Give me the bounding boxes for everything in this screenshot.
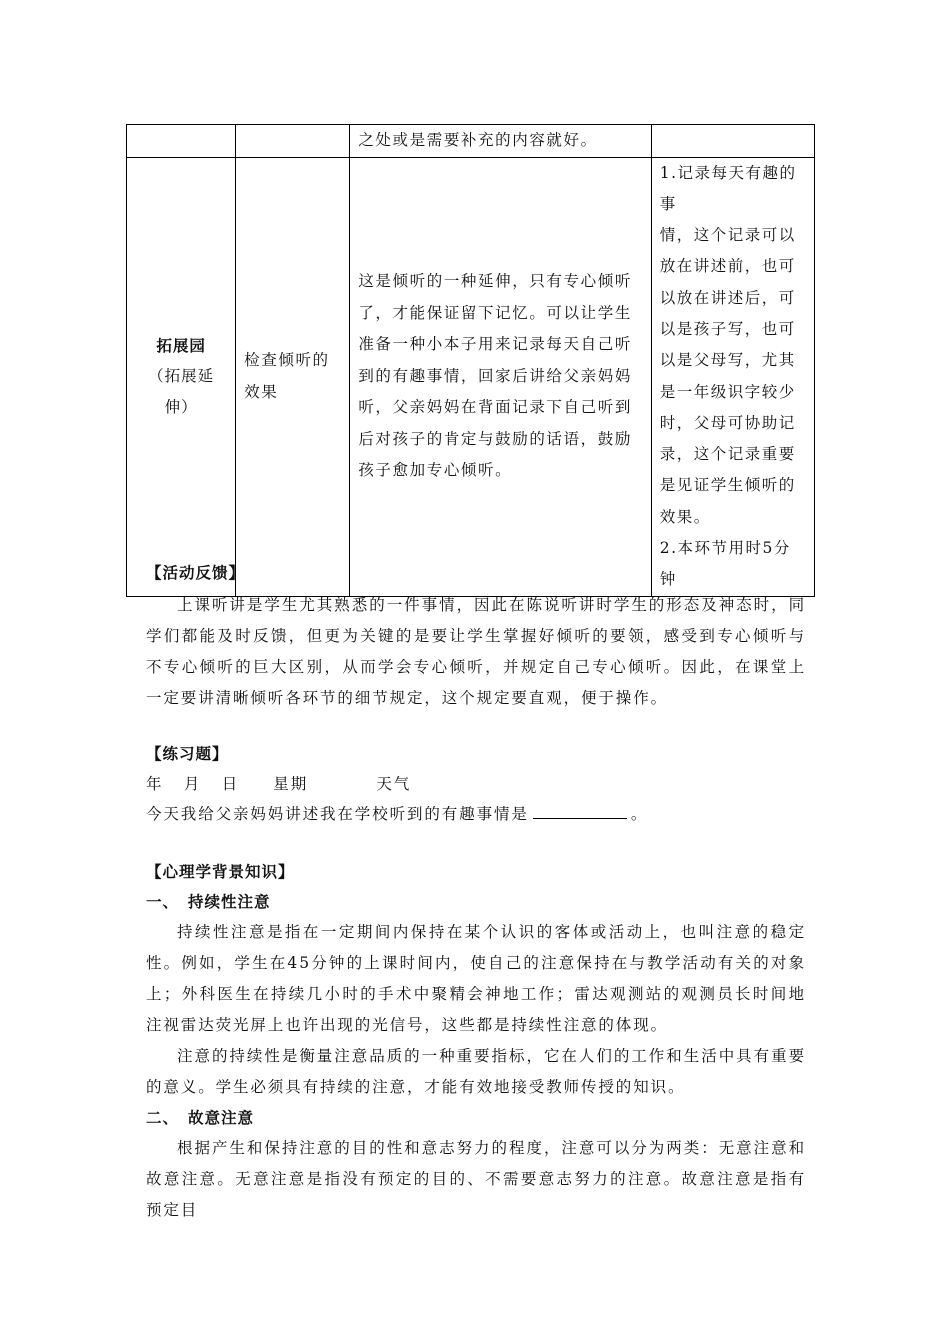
table-cell-goal <box>236 157 350 596</box>
goal-text: 检查倾听的 <box>244 351 330 370</box>
notes-line: 2.本环节用时5分钟 <box>659 539 791 589</box>
section1-paragraph: 持续性注意是指在一定期间内保持在某个认识的客体或活动上，也叫注意的稳定性。例如，学生在45分钟的上课时间内，使自己的注意保持在与教学活动有关的对象上；外科医生在持续几小时的手术中聚精会神地工作；雷达观测站的观测员长时间地注视雷达荧光屏上也许出现的光信号，这些都是持续性注意的体现。 <box>146 923 806 1034</box>
exercise-prompt-text: 今天我给父亲妈妈讲述我在学校听到的有趣事情是 <box>146 805 529 823</box>
exercise-prompt <box>146 799 806 829</box>
table-cell-notes <box>651 157 814 596</box>
psychology-heading: 【心理学背景知识】 <box>146 862 295 881</box>
notes-line: 放在讲述前，也可 <box>659 257 796 276</box>
notes-line: 效果。 <box>659 507 711 526</box>
stage-subtitle: （拓展延 <box>148 367 215 386</box>
table-row <box>127 157 815 596</box>
goal-text: 效果 <box>244 382 279 401</box>
notes-line: 情，这个记录可以 <box>659 226 796 245</box>
notes-line: 时，父母可协助记 <box>659 413 796 432</box>
notes-line: 以是孩子写，也可 <box>659 319 796 338</box>
table-cell-notes <box>651 125 814 158</box>
notes-line: 是见证学生倾听的 <box>659 476 796 495</box>
notes-line: 是一年级识字较少 <box>659 382 796 401</box>
stage-subtitle: 伸） <box>164 398 198 417</box>
notes-line: 以放在讲述后，可 <box>659 288 796 307</box>
exercise-heading: 【练习题】 <box>146 744 229 763</box>
psychology-section <box>146 857 806 1226</box>
section1-paragraph: 注意的持续性是衡量注意品质的一种重要指标，它在人们的工作和生活中具有重要的意义。学生必须具有持续的注意，才能有效地接受教师传授的知识。 <box>146 1047 806 1096</box>
table-cell-content: 之处或是需要补充的内容就好。 <box>350 125 651 158</box>
table-cell-stage <box>127 125 236 158</box>
lesson-plan-table <box>126 124 815 597</box>
section2-paragraph: 根据产生和保持注意的目的性和意志努力的程度，注意可以分为两类：无意注意和故意注意。无意注意是指没有预定的目的、不需要意志努力的注意。故意注意是指有预定目 <box>146 1139 806 1219</box>
section2-title: 故意注意 <box>188 1108 255 1127</box>
feedback-text: 上课听讲是学生尤其熟悉的一件事情，因此在陈说听讲时学生的形态及神态时，同学们都能及时反馈，但更为关键的是要让学生掌握好倾听的要领，感受到专心倾听与不专心倾听的巨大区别，从而学会专心倾听，并规定自己专心倾听。因此，在课堂上一定要讲清晰倾听各环节的细节规定，这个规定要直观，便于操作。 <box>146 596 806 707</box>
stage-name: 拓展园 <box>156 336 206 356</box>
exercise-section <box>146 739 806 829</box>
table-cell-goal <box>236 125 350 158</box>
notes-line: 录，这个记录重要 <box>659 445 796 464</box>
section2-number: 二、 <box>146 1108 180 1127</box>
feedback-section <box>146 558 806 714</box>
notes-line: 1.记录每天有趣的事 <box>659 163 797 213</box>
answer-blank[interactable] <box>533 800 627 819</box>
table-row <box>127 125 815 158</box>
feedback-heading: 【活动反馈】 <box>146 563 246 582</box>
notes-line: 以是父母写，尤其 <box>659 351 796 370</box>
table-cell-content: 这是倾听的一种延伸，只有专心倾听了，才能保证留下记忆。可以让学生准备一种小本子用来记录每天自己听到的有趣事情，回家后讲给父亲妈妈听，父亲妈妈在背面记录下自己听到后对孩子的肯定与鼓励的话语，鼓励孩子愈加专心倾听。 <box>350 157 651 596</box>
exercise-date-line: 年 月 日 星期 天气 <box>146 775 412 793</box>
table-cell-stage <box>127 157 236 596</box>
section1-title: 持续性注意 <box>188 892 271 911</box>
exercise-prompt-end: 。 <box>630 805 649 823</box>
section1-number: 一、 <box>146 892 180 911</box>
section1-heading <box>146 887 806 917</box>
section2-heading <box>146 1103 806 1133</box>
